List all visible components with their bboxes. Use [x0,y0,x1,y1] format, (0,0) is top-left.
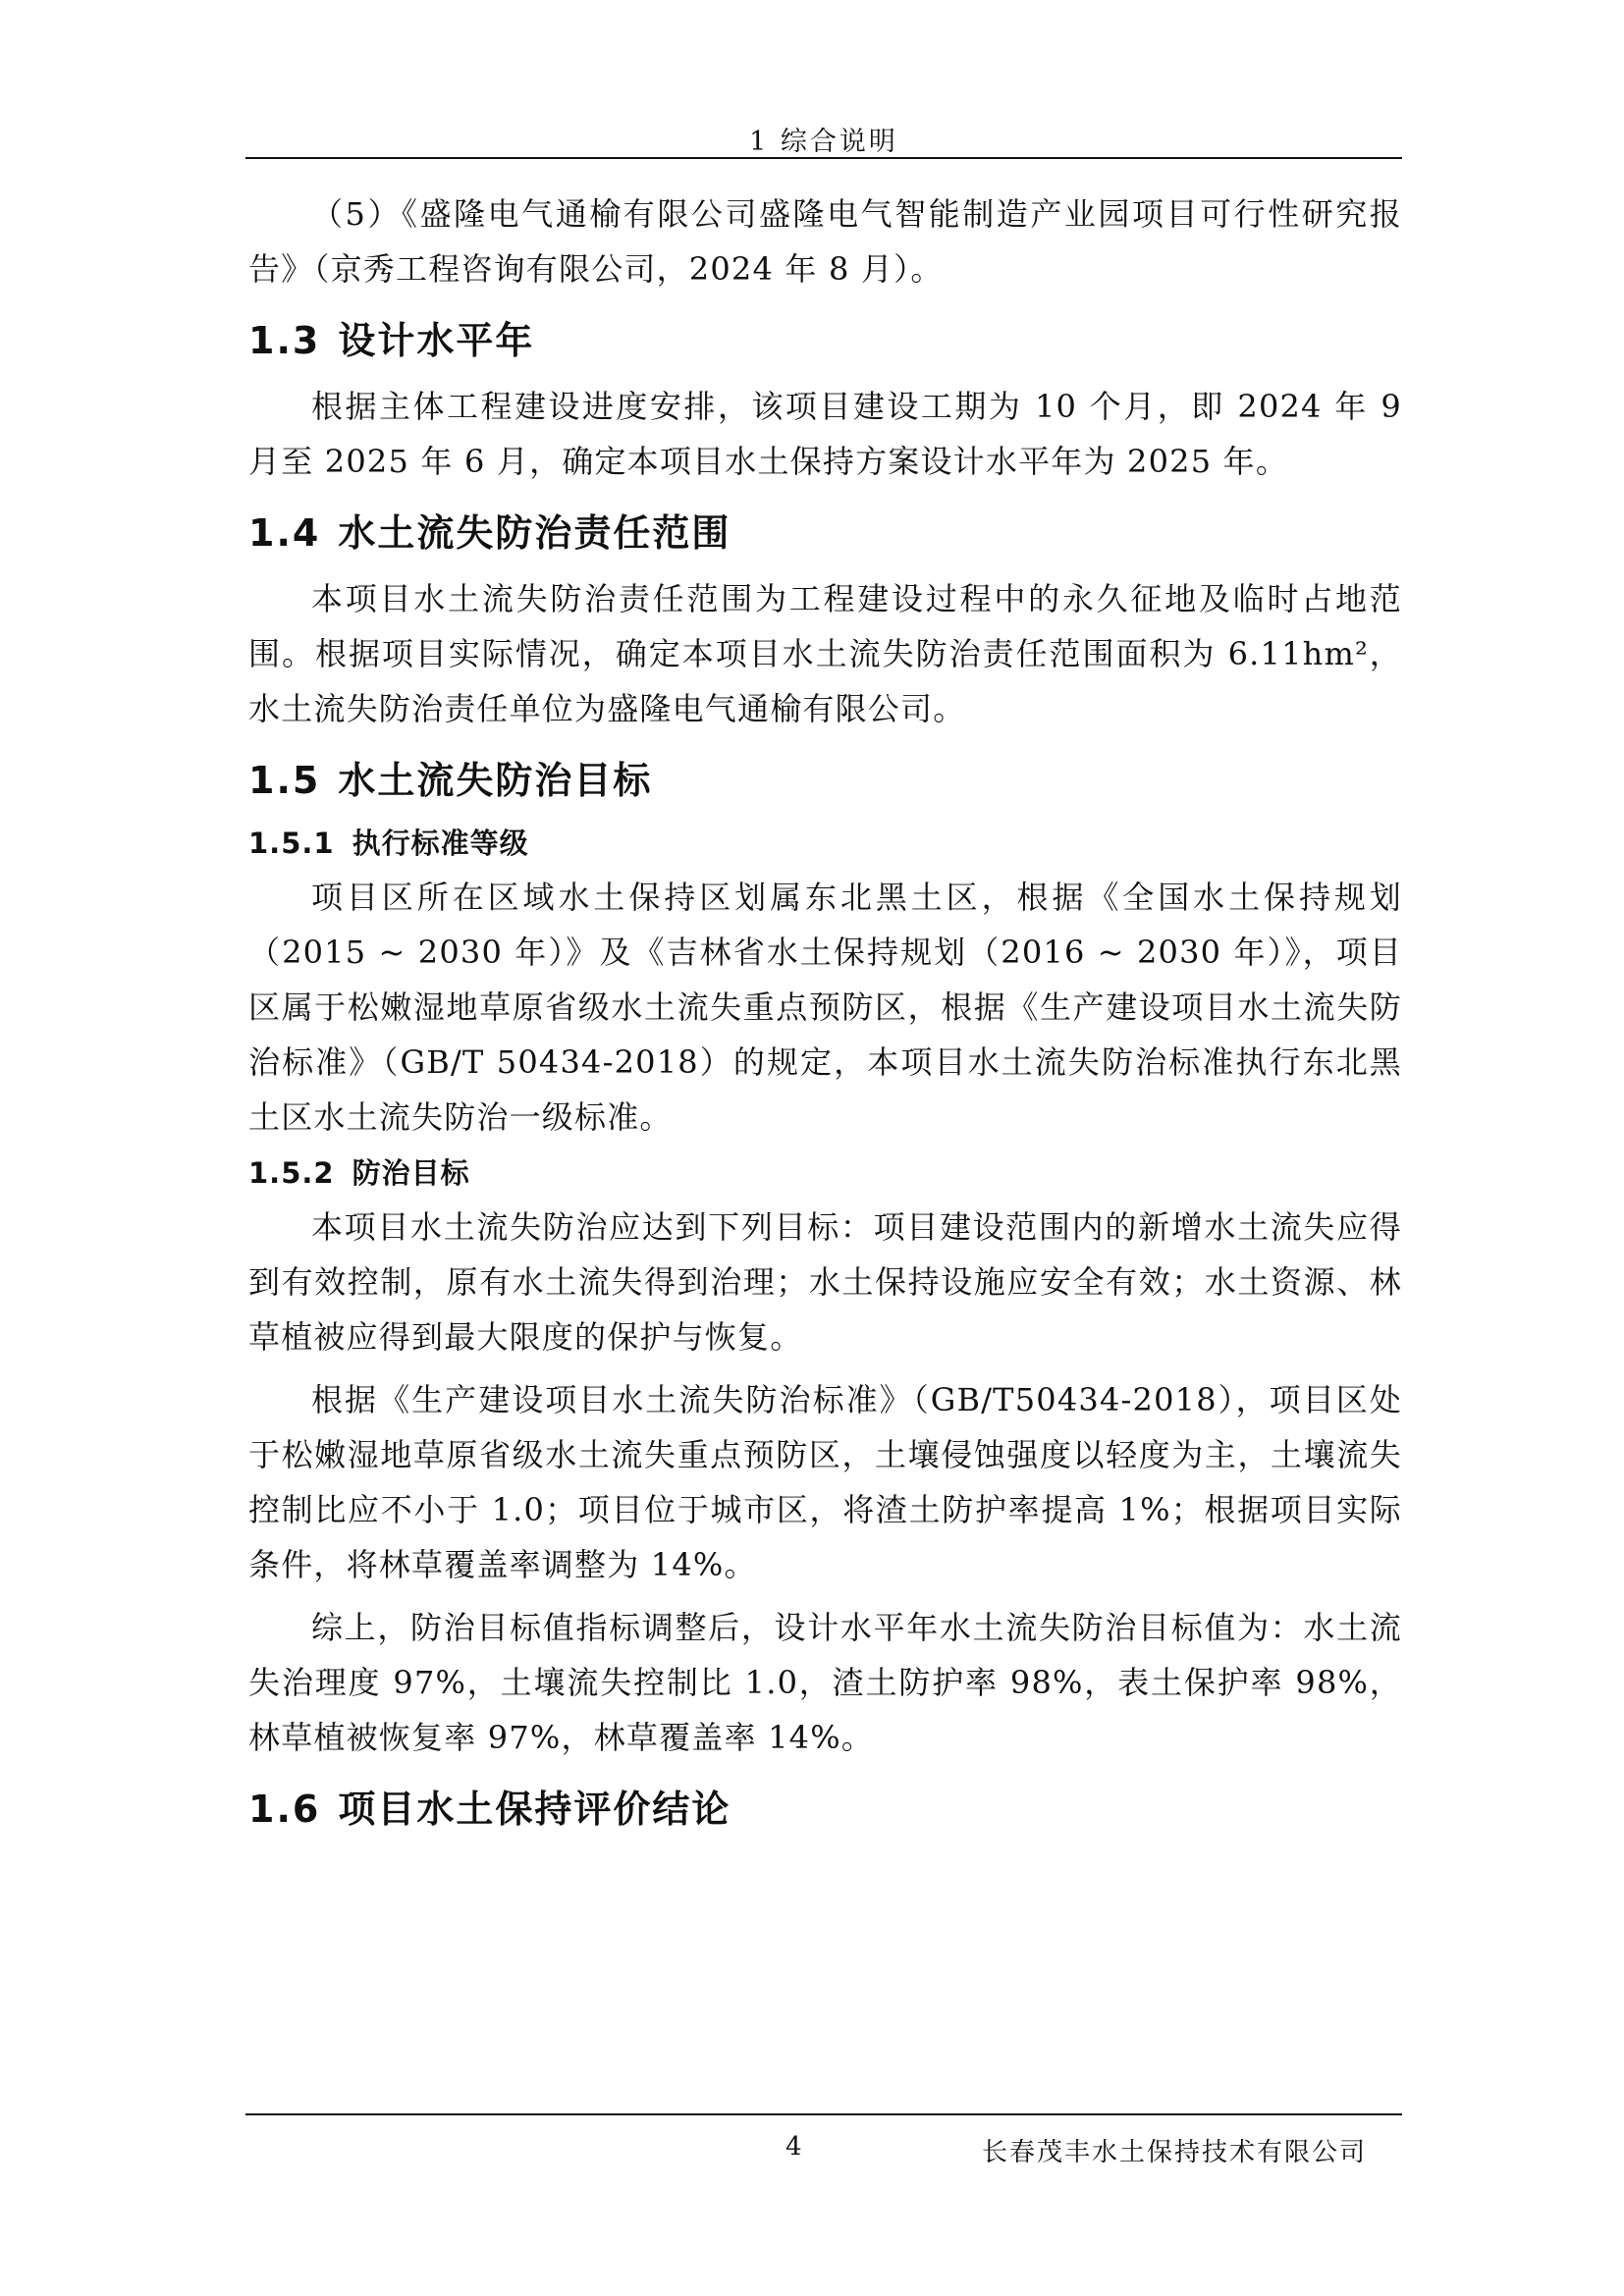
paragraph-targets-summary: 综上，防治目标值指标调整后，设计水平年水土流失防治目标值为：水土流失治理度 97%，土壤流失控制比 1.0，渣土防护率 98%，表土保护率 98%，林草植被恢复率 97%，林草覆盖率 14%。 [248,1609,1402,1756]
section-number: 1.4 [248,511,321,555]
section-title: 水土流失防治责任范围 [338,511,731,555]
paragraph-design-year: 根据主体工程建设进度安排，该项目建设工期为 10 个月，即 2024 年 9 月至 2025 年 6 月，确定本项目水土保持方案设计水平年为 2025 年。 [248,388,1402,480]
section-number: 1.5 [248,759,321,802]
subsection-heading-1-5-2 [248,1148,1402,1198]
subsection-heading-1-5-1 [248,819,1402,868]
paragraph-standard-level: 项目区所在区域水土保持区划属东北黑土区，根据《全国水土保持规划（2015 ~ 2030 年）》及《吉林省水土保持规划（2016 ~ 2030 年）》，项目区属于松嫩湿地草原省级水土流失重点预防区，根据《生产建设项目水土流失防治标准》（GB/T 50434-2018）的规定，本项目水土流失防治标准执行东北黑土区水土流失防治一级标准。 [248,879,1402,1136]
subsection-title: 防治目标 [352,1156,470,1190]
section-number: 1.3 [248,319,321,362]
paragraph-targets-adjustment: 根据《生产建设项目水土流失防治标准》（GB/T50434-2018），项目区处于松嫩湿地草原省级水土流失重点预防区，土壤侵蚀强度以轻度为主，土壤流失控制比应不小于 1.0；项目位于城市区，将渣土防护率提高 1%；根据项目实际条件，将林草覆盖率调整为 14%。 [248,1381,1402,1583]
section-heading-1-4 [248,503,1402,563]
footer-company: 长春茂丰水土保持技术有限公司 [982,2138,1368,2167]
page-header: 1 综合说明 [749,127,898,157]
page-content [248,187,1402,1847]
section-heading-1-5 [248,750,1402,811]
section-heading-1-6 [248,1779,1402,1840]
subsection-number: 1.5.1 [248,827,335,860]
section-title: 水土流失防治目标 [338,759,653,802]
reference-item-5: （5）《盛隆电气通榆有限公司盛隆电气智能制造产业园项目可行性研究报告》（京秀工程咨询有限公司，2024 年 8 月）。 [248,195,1402,288]
section-number: 1.6 [248,1788,321,1831]
footer-rule [245,2113,1402,2115]
page-number: 4 [785,2132,802,2162]
section-title: 项目水土保持评价结论 [338,1788,731,1831]
section-heading-1-3 [248,310,1402,371]
subsection-number: 1.5.2 [248,1156,335,1190]
paragraph-responsibility-scope: 本项目水土流失防治责任范围为工程建设过程中的永久征地及临时占地范围。根据项目实际情况，确定本项目水土流失防治责任范围面积为 6.11hm²，水土流失防治责任单位为盛隆电气通榆有限公司。 [248,580,1402,727]
header-rule [245,157,1402,159]
paragraph-targets-general: 本项目水土流失防治应达到下列目标：项目建设范围内的新增水土流失应得到有效控制，原有水土流失得到治理；水土保持设施应安全有效；水土资源、林草植被应得到最大限度的保护与恢复。 [248,1208,1402,1356]
subsection-title: 执行标准等级 [352,827,529,860]
section-title: 设计水平年 [338,319,535,362]
